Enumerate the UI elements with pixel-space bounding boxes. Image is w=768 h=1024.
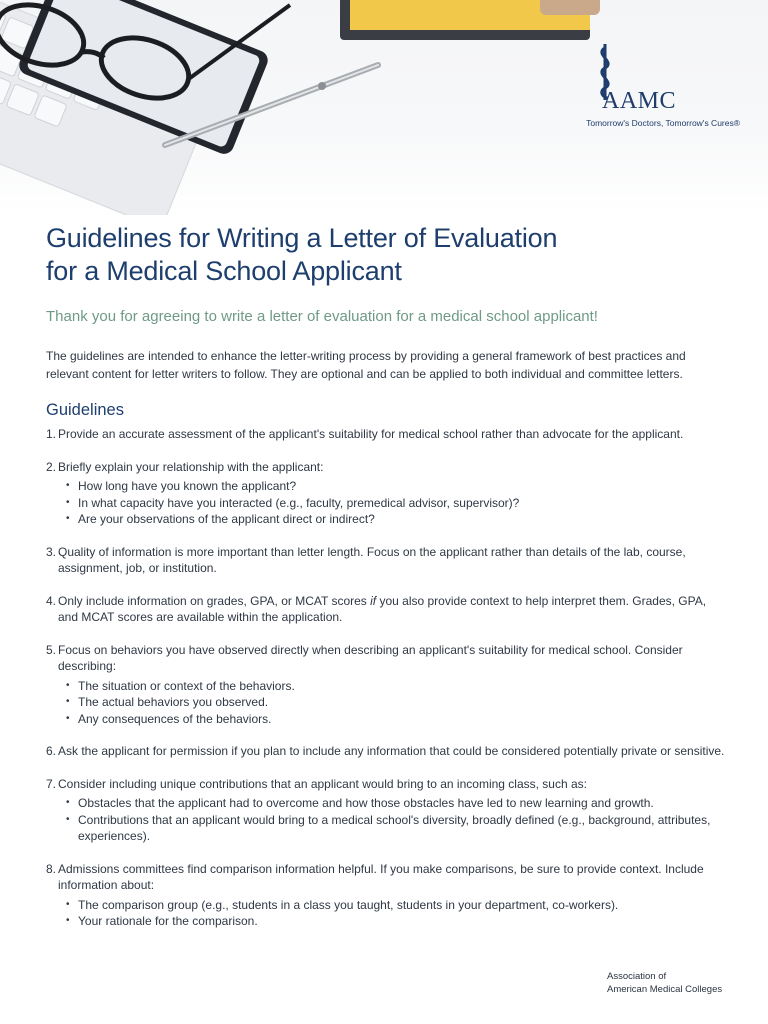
aamc-tagline: Tomorrow's Doctors, Tomorrow's Cures®	[586, 118, 740, 128]
guideline-item-3	[46, 544, 726, 577]
sub-list	[66, 678, 726, 728]
footer-line-1: Association of	[607, 971, 667, 982]
footer-org-name	[607, 971, 722, 996]
intro-paragraph: The guidelines are intended to enhance the letter-writing process by providing a general framework of best practices and relevant content for letter writers to follow. They are optional and can be applied to both individual and committee letters.	[46, 349, 686, 381]
item-text: Quality of information is more important than letter length. Focus on the applicant rather than details of the lab, course, assignment, job, or institution.	[58, 544, 686, 575]
item-number: 8.	[46, 861, 57, 876]
item-number: 3.	[46, 544, 57, 559]
guideline-item-4	[46, 593, 726, 626]
title-line-2: for a Medical School Applicant	[46, 256, 402, 286]
aamc-logo	[586, 42, 740, 132]
item-text: Consider including unique contributions that an applicant would bring to an incoming class, such as:	[58, 776, 587, 791]
item-text-after: you also provide context to help interpret them. Grades, GPA, and MCAT scores are available within the application.	[58, 593, 707, 624]
aamc-wordmark: AAMC	[602, 88, 677, 114]
sub-list	[66, 795, 726, 845]
guideline-item-8	[46, 861, 726, 930]
sub-list	[66, 897, 726, 930]
footer-line-2: American Medical Colleges	[607, 983, 723, 995]
sub-item: • How long have you known the applicant?	[66, 478, 726, 495]
guidelines-heading: Guidelines	[46, 401, 124, 419]
sub-item: • Are your observations of the applicant direct or indirect?	[66, 511, 726, 528]
item-number: 1.	[46, 427, 57, 441]
item-text-emphasis: if	[370, 593, 377, 608]
sub-item: • The situation or context of the behaviors.	[66, 678, 726, 695]
guideline-item-7	[46, 776, 726, 845]
sub-item: • Obstacles that the applicant had to overcome and how those obstacles have led to new learning and growth.	[66, 795, 726, 812]
sub-list	[66, 478, 726, 528]
guideline-item-6	[46, 743, 726, 760]
item-number: 7.	[46, 776, 57, 791]
hero-photo	[0, 0, 768, 215]
item-number: 6.	[46, 744, 57, 758]
item-text-before: Only include information on grades, GPA, or MCAT scores	[58, 593, 371, 608]
guideline-item-1	[46, 426, 726, 443]
item-number: 2.	[46, 459, 57, 474]
sub-item: • Contributions that an applicant would bring to a medical school's diversity, broadly defined (e.g., background, attributes, experiences).	[66, 812, 726, 845]
guideline-item-5	[46, 642, 726, 728]
guideline-item-2	[46, 459, 726, 528]
item-text: Ask the applicant for permission if you plan to include any information that could be considered potentially private or sensitive.	[58, 744, 725, 758]
item-text: Briefly explain your relationship with the applicant:	[58, 459, 324, 474]
item-text: Admissions committees find comparison information helpful. If you make comparisons, be sure to provide context. Include information about:	[58, 861, 704, 892]
sub-item: • The actual behaviors you observed.	[66, 694, 726, 711]
guidelines-list	[46, 426, 726, 930]
title-line-1: Guidelines for Writing a Letter of Evaluation	[46, 223, 558, 253]
sub-item: • In what capacity have you interacted (e.g., faculty, premedical advisor, supervisor)?	[66, 495, 726, 512]
sub-item: • Any consequences of the behaviors.	[66, 711, 726, 728]
sub-item: • Your rationale for the comparison.	[66, 913, 726, 930]
notebooks-illustration	[340, 0, 600, 40]
item-text: Focus on behaviors you have observed directly when describing an applicant's suitability for medical school. Consider describing:	[58, 642, 683, 673]
document-body	[46, 222, 726, 946]
sub-item: • The comparison group (e.g., students in a class you taught, students in your department, co-workers).	[66, 897, 726, 914]
item-number: 4.	[46, 593, 57, 608]
page-title	[46, 222, 726, 288]
item-number: 5.	[46, 642, 57, 657]
item-text: Provide an accurate assessment of the applicant's suitability for medical school rather than advocate for the applicant.	[58, 427, 684, 441]
subtitle: Thank you for agreeing to write a letter of evaluation for a medical school applicant!	[46, 308, 598, 325]
